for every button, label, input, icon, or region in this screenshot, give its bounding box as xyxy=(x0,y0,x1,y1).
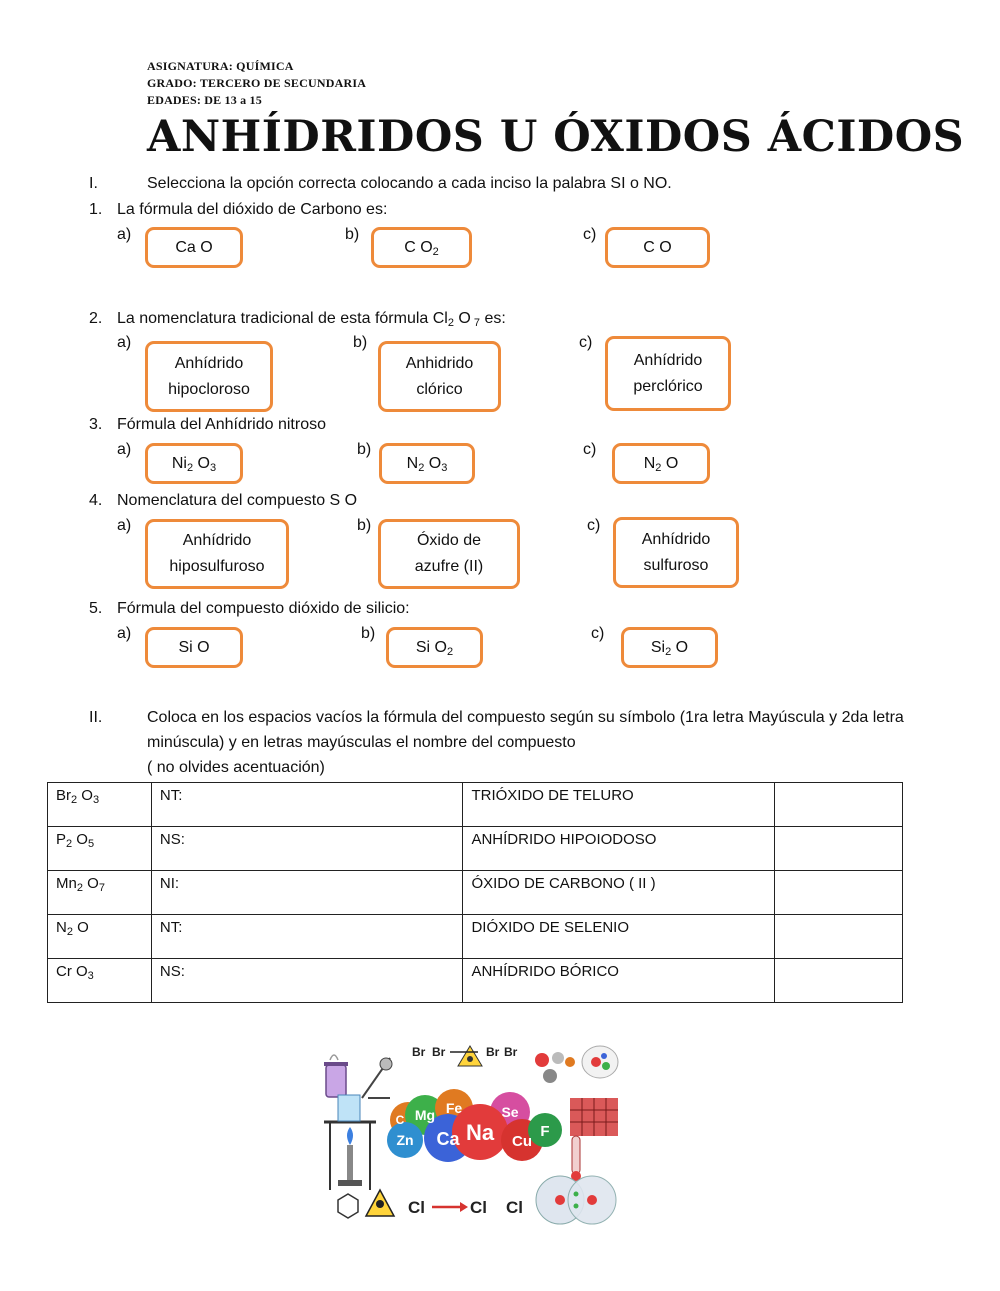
q2-number: 2. xyxy=(89,310,103,327)
bromine-label-4: Br xyxy=(504,1045,518,1059)
section2-instruction-line2: minúscula) y en letras mayúsculas el nombre del compuesto xyxy=(147,734,576,751)
q4-option-a-line2: hiposulfuroso xyxy=(169,558,265,575)
q5-number: 5. xyxy=(89,600,103,617)
compound-name-cell: TRIÓXIDO DE TELURO xyxy=(463,783,775,827)
q1-option-c-letter: c) xyxy=(583,226,597,243)
bromine-label-3: Br xyxy=(486,1045,500,1059)
q5-option-a-letter: a) xyxy=(117,625,132,642)
subject-label: ASIGNATURA: QUÍMICA xyxy=(147,59,294,73)
q1-option-b[interactable] xyxy=(371,227,472,268)
formula-cell: $Br_2$ $O_3$ xyxy=(48,783,152,827)
q3-option-c-letter: c) xyxy=(583,441,597,458)
thermometer-icon xyxy=(571,1136,581,1181)
sphere-label-ca: Ca xyxy=(436,1129,460,1149)
q5-option-a-text: Si O xyxy=(178,638,210,656)
q4-option-a-letter: a) xyxy=(117,517,132,534)
q5-option-b-text: Si $O_2$ xyxy=(415,638,454,658)
electron-orbit-icon xyxy=(536,1176,616,1224)
q4-number: 4. xyxy=(89,492,103,509)
q2-option-b-line1: Anhidrido xyxy=(405,354,474,372)
answer-cell[interactable] xyxy=(775,915,903,959)
chlorine-label-3: Cl xyxy=(506,1198,523,1217)
answer-cell[interactable] xyxy=(775,959,903,1003)
sphere-label-na: Na xyxy=(465,1120,495,1145)
sphere-label-c: C xyxy=(395,1113,405,1127)
q2-option-c-line2: perclórico xyxy=(633,377,703,395)
q4-text: Nomenclatura del compuesto S O xyxy=(117,492,358,509)
answer-cell[interactable] xyxy=(775,827,903,871)
sphere-label-zn: Zn xyxy=(396,1132,414,1148)
section2-instruction-line1: Coloca en los espacios vacíos la fórmula del compuesto según su símbolo (1ra letra Mayúscula y 2da letra xyxy=(147,709,904,726)
section1-instruction: Selecciona la opción correcta colocando a cada inciso la palabra SI o NO. xyxy=(147,175,672,192)
q5-option-b[interactable] xyxy=(386,627,483,668)
compound-name-cell: ANHÍDRIDO HIPOIODOSO xyxy=(463,827,775,871)
q3-option-b[interactable] xyxy=(379,443,475,484)
compounds-table xyxy=(47,782,903,1003)
table-row xyxy=(48,783,903,827)
formula-cell: $P_2$ $O_5$ xyxy=(48,827,152,871)
q1-option-c[interactable] xyxy=(605,227,710,268)
q3-option-c-text: $N_2$ O xyxy=(643,454,679,474)
radioactive-icon xyxy=(458,1046,482,1066)
q4-option-c-line1: Anhídrido xyxy=(641,530,711,548)
q4-option-b-line1: Óxido de xyxy=(416,532,482,549)
molecule-ring-icon xyxy=(338,1194,358,1218)
q2-option-c[interactable] xyxy=(605,336,731,411)
nomenclature-cell[interactable]: NT: xyxy=(151,783,463,827)
q2-option-c-letter: c) xyxy=(579,334,593,351)
table-row xyxy=(48,871,903,915)
q4-option-c-letter: c) xyxy=(587,517,601,534)
ages-label: EDADES: DE 13 a 15 xyxy=(147,93,262,107)
sphere-label-mg: Mg xyxy=(414,1107,436,1123)
q2-option-a-letter: a) xyxy=(117,334,132,351)
q1-option-a[interactable] xyxy=(145,227,243,268)
section2-instruction-line3: ( no olvides acentuación) xyxy=(147,759,325,776)
nomenclature-cell[interactable]: NS: xyxy=(151,959,463,1003)
formula-cell: Cr $O_3$ xyxy=(48,959,152,1003)
grade-label: GRADO: TERCERO DE SECUNDARIA xyxy=(147,76,367,90)
q3-option-b-letter: b) xyxy=(357,441,372,458)
q5-option-b-letter: b) xyxy=(361,625,376,642)
sphere-label-fe: Fe xyxy=(445,1100,463,1116)
bunsen-burner-icon xyxy=(324,1095,376,1190)
crystal-lattice-icon xyxy=(570,1098,618,1136)
q3-option-a-text: $Ni_2$ $O_3$ xyxy=(171,454,217,474)
nomenclature-cell[interactable]: NT: xyxy=(151,915,463,959)
q4-option-c[interactable] xyxy=(613,517,739,588)
chlorine-formula xyxy=(408,1198,523,1217)
nomenclature-cell[interactable]: NS: xyxy=(151,827,463,871)
q4-option-a-line1: Anhídrido xyxy=(182,532,252,549)
q1-option-a-letter: a) xyxy=(117,226,132,243)
sphere-label-cu: Cu xyxy=(512,1133,532,1150)
q2-option-a[interactable] xyxy=(145,341,273,412)
chlorine-label-2: Cl xyxy=(470,1198,487,1217)
q1-option-a-text: Ca O xyxy=(175,238,213,256)
q4-option-b-letter: b) xyxy=(357,517,372,534)
hazard-icon xyxy=(366,1190,394,1216)
q1-number: 1. xyxy=(89,201,103,218)
chemistry-illustration xyxy=(320,1040,630,1225)
formula-cell: $N_2$ O xyxy=(48,915,152,959)
q2-option-b-letter: b) xyxy=(353,334,368,351)
bromine-label-1: Br xyxy=(412,1045,426,1059)
chlorine-label-1: Cl xyxy=(408,1198,425,1217)
q3-option-a-letter: a) xyxy=(117,441,132,458)
q4-option-c-line2: sulfuroso xyxy=(643,556,709,574)
q2-option-b-line2: clórico xyxy=(416,380,463,398)
compound-name-cell: ÓXIDO DE CARBONO ( II ) xyxy=(463,871,775,915)
q4-option-b-line2: azufre (II) xyxy=(414,558,484,575)
q2-text: La nomenclatura tradicional de esta fórmula $Cl_2$ O $_7$ es: xyxy=(117,310,506,329)
q5-option-c-letter: c) xyxy=(591,625,605,642)
q1-option-c-text: C O xyxy=(643,238,672,256)
q4-option-a[interactable] xyxy=(145,519,289,589)
q3-option-c[interactable] xyxy=(612,443,710,484)
table-row xyxy=(48,915,903,959)
q2-option-a-line2: hipocloroso xyxy=(168,380,250,398)
q3-number: 3. xyxy=(89,416,103,433)
q2-option-b[interactable] xyxy=(378,341,501,412)
q3-text: Fórmula del Anhídrido nitroso xyxy=(117,416,326,433)
page-title: ANHÍDRIDOS U ÓXIDOS ÁCIDOS xyxy=(147,112,965,162)
formula-cell: $Mn_2$ $O_7$ xyxy=(48,871,152,915)
sphere-label-se: Se xyxy=(501,1104,519,1120)
answer-cell[interactable] xyxy=(775,871,903,915)
q1-text: La fórmula del dióxido de Carbono es: xyxy=(117,201,388,218)
molecule-balls-icon xyxy=(535,1052,575,1083)
q1-option-b-text: C $O_2$ xyxy=(404,238,439,258)
q5-option-a[interactable] xyxy=(145,627,243,668)
q1-option-b-letter: b) xyxy=(345,226,360,243)
q5-option-c[interactable] xyxy=(621,627,718,668)
q4-option-b[interactable] xyxy=(378,519,520,589)
lab-stand-icon xyxy=(362,1058,392,1098)
sphere-label-f: F xyxy=(540,1123,550,1140)
table-row xyxy=(48,827,903,871)
q2-option-c-line1: Anhídrido xyxy=(633,351,703,369)
q5-option-c-text: $Si_2$ O xyxy=(650,638,689,658)
compound-name-cell: ANHÍDRIDO BÓRICO xyxy=(463,959,775,1003)
q3-option-a[interactable] xyxy=(145,443,243,484)
answer-cell[interactable] xyxy=(775,783,903,827)
bromine-label-2: Br xyxy=(432,1045,446,1059)
table-row xyxy=(48,959,903,1003)
atom-icon xyxy=(582,1046,618,1078)
section1-numeral: I. xyxy=(89,175,98,192)
q2-option-a-line1: Anhídrido xyxy=(174,354,244,372)
beaker-icon xyxy=(324,1055,348,1097)
section2-numeral: II. xyxy=(89,709,103,726)
q3-option-b-text: $N_2$ $O_3$ xyxy=(406,454,448,474)
compound-name-cell: DIÓXIDO DE SELENIO xyxy=(463,915,775,959)
nomenclature-cell[interactable]: NI: xyxy=(151,871,463,915)
q5-text: Fórmula del compuesto dióxido de silicio: xyxy=(117,600,410,617)
